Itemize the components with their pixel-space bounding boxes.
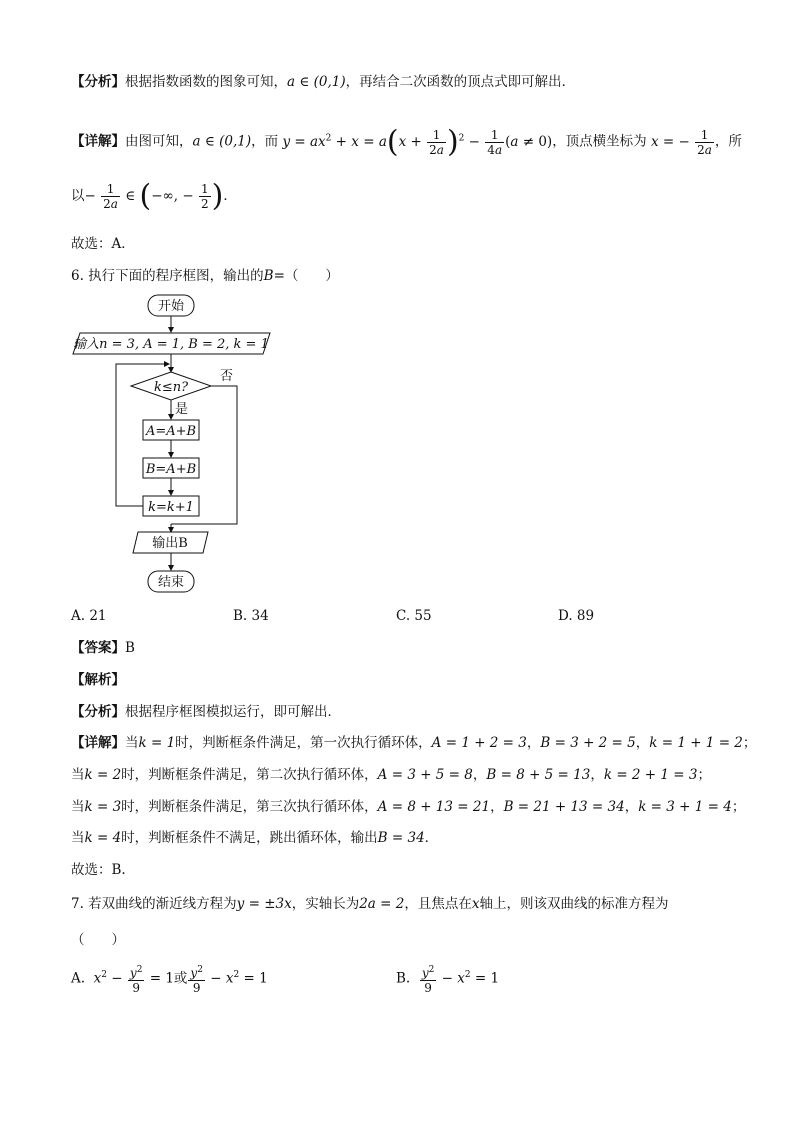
answer-value: B bbox=[125, 640, 135, 656]
q6-var: B bbox=[263, 268, 274, 284]
detail-text-4: ，所 bbox=[714, 133, 742, 150]
flow-condition-label: k≤n? bbox=[153, 380, 189, 395]
r1-b: B = 3 + 2 = 5 bbox=[540, 735, 636, 751]
r1-kk: k = 1 + 1 = 2 bbox=[649, 735, 743, 751]
sep: ， bbox=[526, 735, 541, 751]
sep: ， bbox=[624, 799, 639, 815]
q7-paren: （ ） bbox=[71, 932, 125, 948]
q6-answer bbox=[71, 638, 135, 658]
q6-option-a[interactable]: A. 21 bbox=[71, 608, 107, 624]
flow-start-label: 开始 bbox=[157, 299, 185, 314]
r1-text: 当 bbox=[125, 735, 139, 751]
interval-formula: − $\frac{1}{2a}$ ∈ (−∞, − $\frac{1}{2}$ ) bbox=[84, 178, 224, 214]
analysis-text: 根据指数函数的图象可知， bbox=[125, 74, 287, 90]
vertex-x-formula: x = − $\frac{1}{2a}$ bbox=[650, 127, 712, 157]
r2-text: 当 bbox=[71, 767, 85, 783]
question-6-stem bbox=[71, 266, 339, 286]
q6-analysis bbox=[71, 702, 341, 722]
analysis-text-2: ，再结合二次函数的顶点式即可解出． bbox=[345, 74, 576, 90]
condition-math: a ∈ (0,1) bbox=[192, 133, 252, 150]
answer-tag: 【答案】 bbox=[71, 640, 125, 656]
flow-input-label: 输入n = 3, A = 1, B = 2, k = 1 bbox=[73, 337, 269, 352]
r2-b: B = 8 + 5 = 13 bbox=[486, 767, 591, 783]
xj-tag: 【详解】 bbox=[71, 735, 125, 751]
end-mark: ； bbox=[742, 735, 757, 751]
detail-text-3: ，顶点横坐标为 bbox=[552, 133, 651, 150]
r1-desc: 时，判断框条件满足，第一次执行循环体， bbox=[175, 735, 432, 751]
r4-b: B = 34 bbox=[377, 830, 425, 846]
condition-math: a ∈ (0,1) bbox=[287, 74, 346, 90]
detail-line-1 bbox=[71, 118, 742, 162]
q6-detail-row-2 bbox=[71, 765, 711, 785]
sep: ， bbox=[472, 767, 487, 783]
detail-tag: 【详解】 bbox=[71, 133, 125, 150]
analysis-line-1 bbox=[71, 72, 575, 92]
q7-text-1: 7. 若双曲线的渐近线方程为 bbox=[71, 896, 237, 912]
q6-option-b[interactable]: B. 34 bbox=[233, 608, 269, 624]
choose-line-5: 故选：A． bbox=[71, 236, 135, 252]
r3-k: k = 3 bbox=[84, 799, 122, 815]
r3-text: 当 bbox=[71, 799, 85, 815]
detail-text-5: 以 bbox=[71, 188, 85, 204]
q6-detail-row-3 bbox=[71, 797, 745, 817]
sep: ， bbox=[635, 735, 650, 751]
detail-text-2: ，而 bbox=[251, 133, 283, 150]
detail-text: 由图可知， bbox=[125, 133, 193, 150]
q6-stem-text: 6. 执行下面的程序框图，输出的 bbox=[71, 268, 264, 284]
end-mark: ； bbox=[697, 767, 711, 783]
q7-opt-b-label: B. bbox=[396, 970, 411, 987]
r2-desc: 时，判断框条件满足，第二次执行循环体， bbox=[121, 767, 378, 783]
flow-end-label: 结束 bbox=[157, 575, 185, 590]
r1-a: A = 1 + 2 = 3 bbox=[431, 735, 527, 751]
flowchart bbox=[70, 292, 300, 597]
r3-b: B = 21 + 13 = 34 bbox=[503, 799, 625, 815]
q6-analysis-tag: 【解析】 bbox=[71, 672, 125, 688]
r3-desc: 时，判断框条件满足，第三次执行循环体， bbox=[121, 799, 378, 815]
flow-no-label: 否 bbox=[220, 369, 234, 384]
flow-yes-label: 是 bbox=[175, 402, 189, 417]
r3-a: A = 8 + 13 = 21 bbox=[377, 799, 491, 815]
r2-a: A = 3 + 5 = 8 bbox=[377, 767, 473, 783]
q7-text-4: 轴上，则该双曲线的标准方程为 bbox=[479, 896, 669, 912]
fx-tag: 【分析】 bbox=[71, 704, 125, 720]
end-mark: ； bbox=[731, 799, 746, 815]
q6-detail-row-4 bbox=[71, 828, 438, 848]
analysis-tag: 【分析】 bbox=[71, 74, 125, 90]
q6-detail-row-1 bbox=[71, 733, 756, 753]
fx-text: 根据程序框图模拟运行，即可解出． bbox=[125, 704, 341, 720]
detail-text-6: ． bbox=[223, 188, 237, 204]
q7-asymptote: y = ±3x bbox=[236, 896, 292, 912]
q7-x: x bbox=[471, 896, 480, 912]
r4-desc: 时，判断框条件不满足，跳出循环体，输出 bbox=[121, 830, 378, 846]
r3-kk: k = 3 + 1 = 4 bbox=[638, 799, 732, 815]
r4-k: k = 4 bbox=[84, 830, 122, 846]
q7-or: 或 bbox=[173, 970, 188, 987]
q6-option-d[interactable]: D. 89 bbox=[558, 608, 595, 624]
r4-text: 当 bbox=[71, 830, 85, 846]
flow-step-2-label: B=A+B bbox=[145, 462, 197, 477]
q7-text-2: ，实轴长为 bbox=[291, 896, 360, 912]
q6-paren: （ ） bbox=[284, 268, 339, 284]
sep: ， bbox=[590, 767, 604, 783]
q7-option-a[interactable]: A. $x^2$ − $\frac{y^2}{9}$ = 1或 $\frac{y^2}{9}$ − $x^2 = 1$ bbox=[71, 965, 268, 995]
q7-text-3: ，且焦点在 bbox=[404, 896, 472, 912]
flow-step-1-label: A=A+B bbox=[145, 424, 197, 439]
sep: ， bbox=[490, 799, 504, 815]
end-mark-2: ． bbox=[424, 830, 439, 846]
question-7-stem bbox=[71, 894, 668, 914]
flow-step-3-label: k=k+1 bbox=[148, 500, 194, 515]
q7-axis-len: 2a = 2 bbox=[359, 896, 405, 912]
r2-kk: k = 2 + 1 = 3 bbox=[603, 767, 698, 783]
q7-option-b[interactable]: B. $\frac{y^2}{9}$ − $x^2 = 1$ bbox=[396, 965, 500, 995]
q6-choose: 故选：B. bbox=[71, 862, 126, 878]
flow-output-label: 输出B bbox=[152, 536, 188, 551]
vertex-form-formula: $y = ax^2 + x = a(x$ + $\frac{1}{2a}$ )$^2$ − $\frac{1}{4a}$ (a ≠ 0) bbox=[282, 124, 553, 159]
q6-option-c[interactable]: C. 55 bbox=[396, 608, 432, 624]
detail-line-2 bbox=[71, 176, 237, 216]
r1-k: k = 1 bbox=[138, 735, 176, 751]
r2-k: k = 2 bbox=[84, 767, 122, 783]
q7-opt-a-label: A. bbox=[71, 970, 86, 987]
q6-eq: = bbox=[273, 268, 285, 284]
